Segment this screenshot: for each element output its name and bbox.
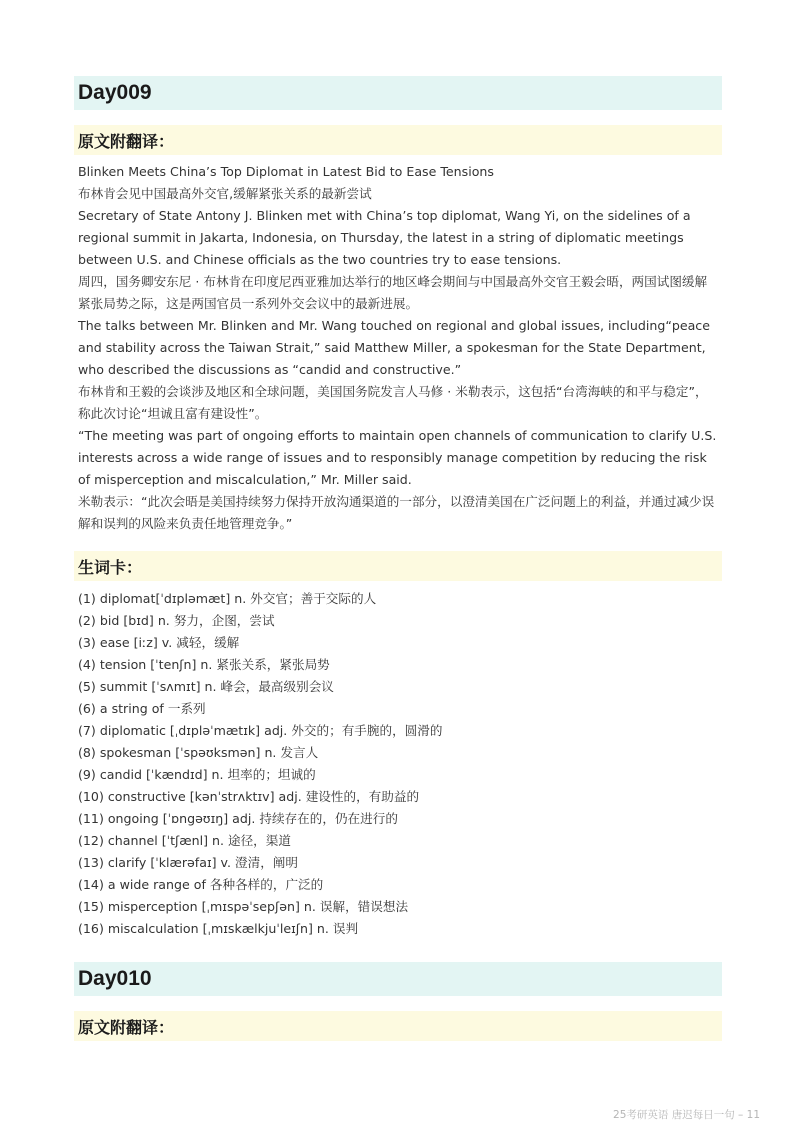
article-paragraph-en: Secretary of State Antony J. Blinken met with China’s top diplomat, Wang Yi, on the sidelines of a regional summit in Jakarta, Indonesia, on Thursday, the latest in a string of diplomatic meetings between U.S. and Chinese officials as the two countries try to ease tensions. (78, 208, 691, 267)
article-paragraph-en: The talks between Mr. Blinken and Mr. Wang touched on regional and global issues, including“peace and stability across the Taiwan Strait,” said Matthew Miller, a spokesman for the State Department, who described the discussions as “candid and constructive.” (78, 318, 710, 377)
vocab-item: (3) ease [iːz] v. 减轻，缓解 (78, 635, 240, 650)
section-heading-original-translation: 原文附翻译： (74, 1011, 722, 1041)
section-heading-vocab: 生词卡： (74, 551, 722, 581)
vocab-item: (15) misperception [ˌmɪspəˈsepʃən] n. 误解，错误想法 (78, 899, 409, 914)
vocab-item: (8) spokesman [ˈspəʊksmən] n. 发言人 (78, 745, 319, 760)
vocab-item: (16) miscalculation [ˌmɪskælkjuˈleɪʃn] n. 误判 (78, 921, 359, 936)
article-paragraph-zh: 周四，国务卿安东尼 · 布林肯在印度尼西亚雅加达举行的地区峰会期间与中国最高外交官王毅会晤，两国试图缓解紧张局势之际，这是两国官员一系列外交会议中的最新进展。 (78, 274, 708, 311)
article-text (78, 161, 718, 535)
day-heading: Day010 (74, 962, 722, 996)
article-paragraph-zh: 米勒表示：“此次会晤是美国持续努力保持开放沟通渠道的一部分，以澄清美国在广泛问题上的利益，并通过减少误解和误判的风险来负责任地管理竞争。” (78, 494, 715, 531)
vocab-item: (11) ongoing [ˈɒngəʊɪŋ] adj. 持续存在的，仍在进行的 (78, 811, 398, 826)
vocab-list (78, 588, 718, 940)
article-paragraph-en: “The meeting was part of ongoing efforts to maintain open channels of communication to clarify U.S. interests across a wide range of issues and to responsibly manage competition by reducing the risk of misperception and miscalculation,” Mr. Miller said. (78, 428, 717, 487)
day-heading: Day009 (74, 76, 722, 110)
article-headline-en: Blinken Meets China’s Top Diplomat in Latest Bid to Ease Tensions (78, 164, 494, 179)
vocab-item: (5) summit [ˈsʌmɪt] n. 峰会，最高级别会议 (78, 679, 334, 694)
vocab-item: (1) diplomat[ˈdɪpləmæt] n. 外交官；善于交际的人 (78, 591, 377, 606)
vocab-item: (7) diplomatic [ˌdɪpləˈmætɪk] adj. 外交的；有手腕的，圆滑的 (78, 723, 443, 738)
vocab-item: (10) constructive [kənˈstrʌktɪv] adj. 建设性的，有助益的 (78, 789, 420, 804)
article-headline-zh: 布林肯会见中国最高外交官,缓解紧张关系的最新尝试 (78, 186, 372, 201)
vocab-item: (4) tension [ˈtenʃn] n. 紧张关系，紧张局势 (78, 657, 330, 672)
page-footer: 25考研英语 唐迟每日一句 – 11 (613, 1109, 760, 1121)
vocab-item: (13) clarify [ˈklærəfaɪ] v. 澄清，阐明 (78, 855, 298, 870)
section-heading-original-translation: 原文附翻译： (74, 125, 722, 155)
vocab-item: (14) a wide range of 各种各样的，广泛的 (78, 877, 324, 892)
vocab-item: (9) candid [ˈkændɪd] n. 坦率的；坦诚的 (78, 767, 316, 782)
article-paragraph-zh: 布林肯和王毅的会谈涉及地区和全球问题，美国国务院发言人马修 · 米勒表示，这包括“台湾海峡的和平与稳定”，称此次讨论“坦诚且富有建设性”。 (78, 384, 708, 421)
vocab-item: (12) channel [ˈtʃænl] n. 途径，渠道 (78, 833, 291, 848)
vocab-item: (2) bid [bɪd] n. 努力，企图，尝试 (78, 613, 275, 628)
vocab-item: (6) a string of 一系列 (78, 701, 206, 716)
